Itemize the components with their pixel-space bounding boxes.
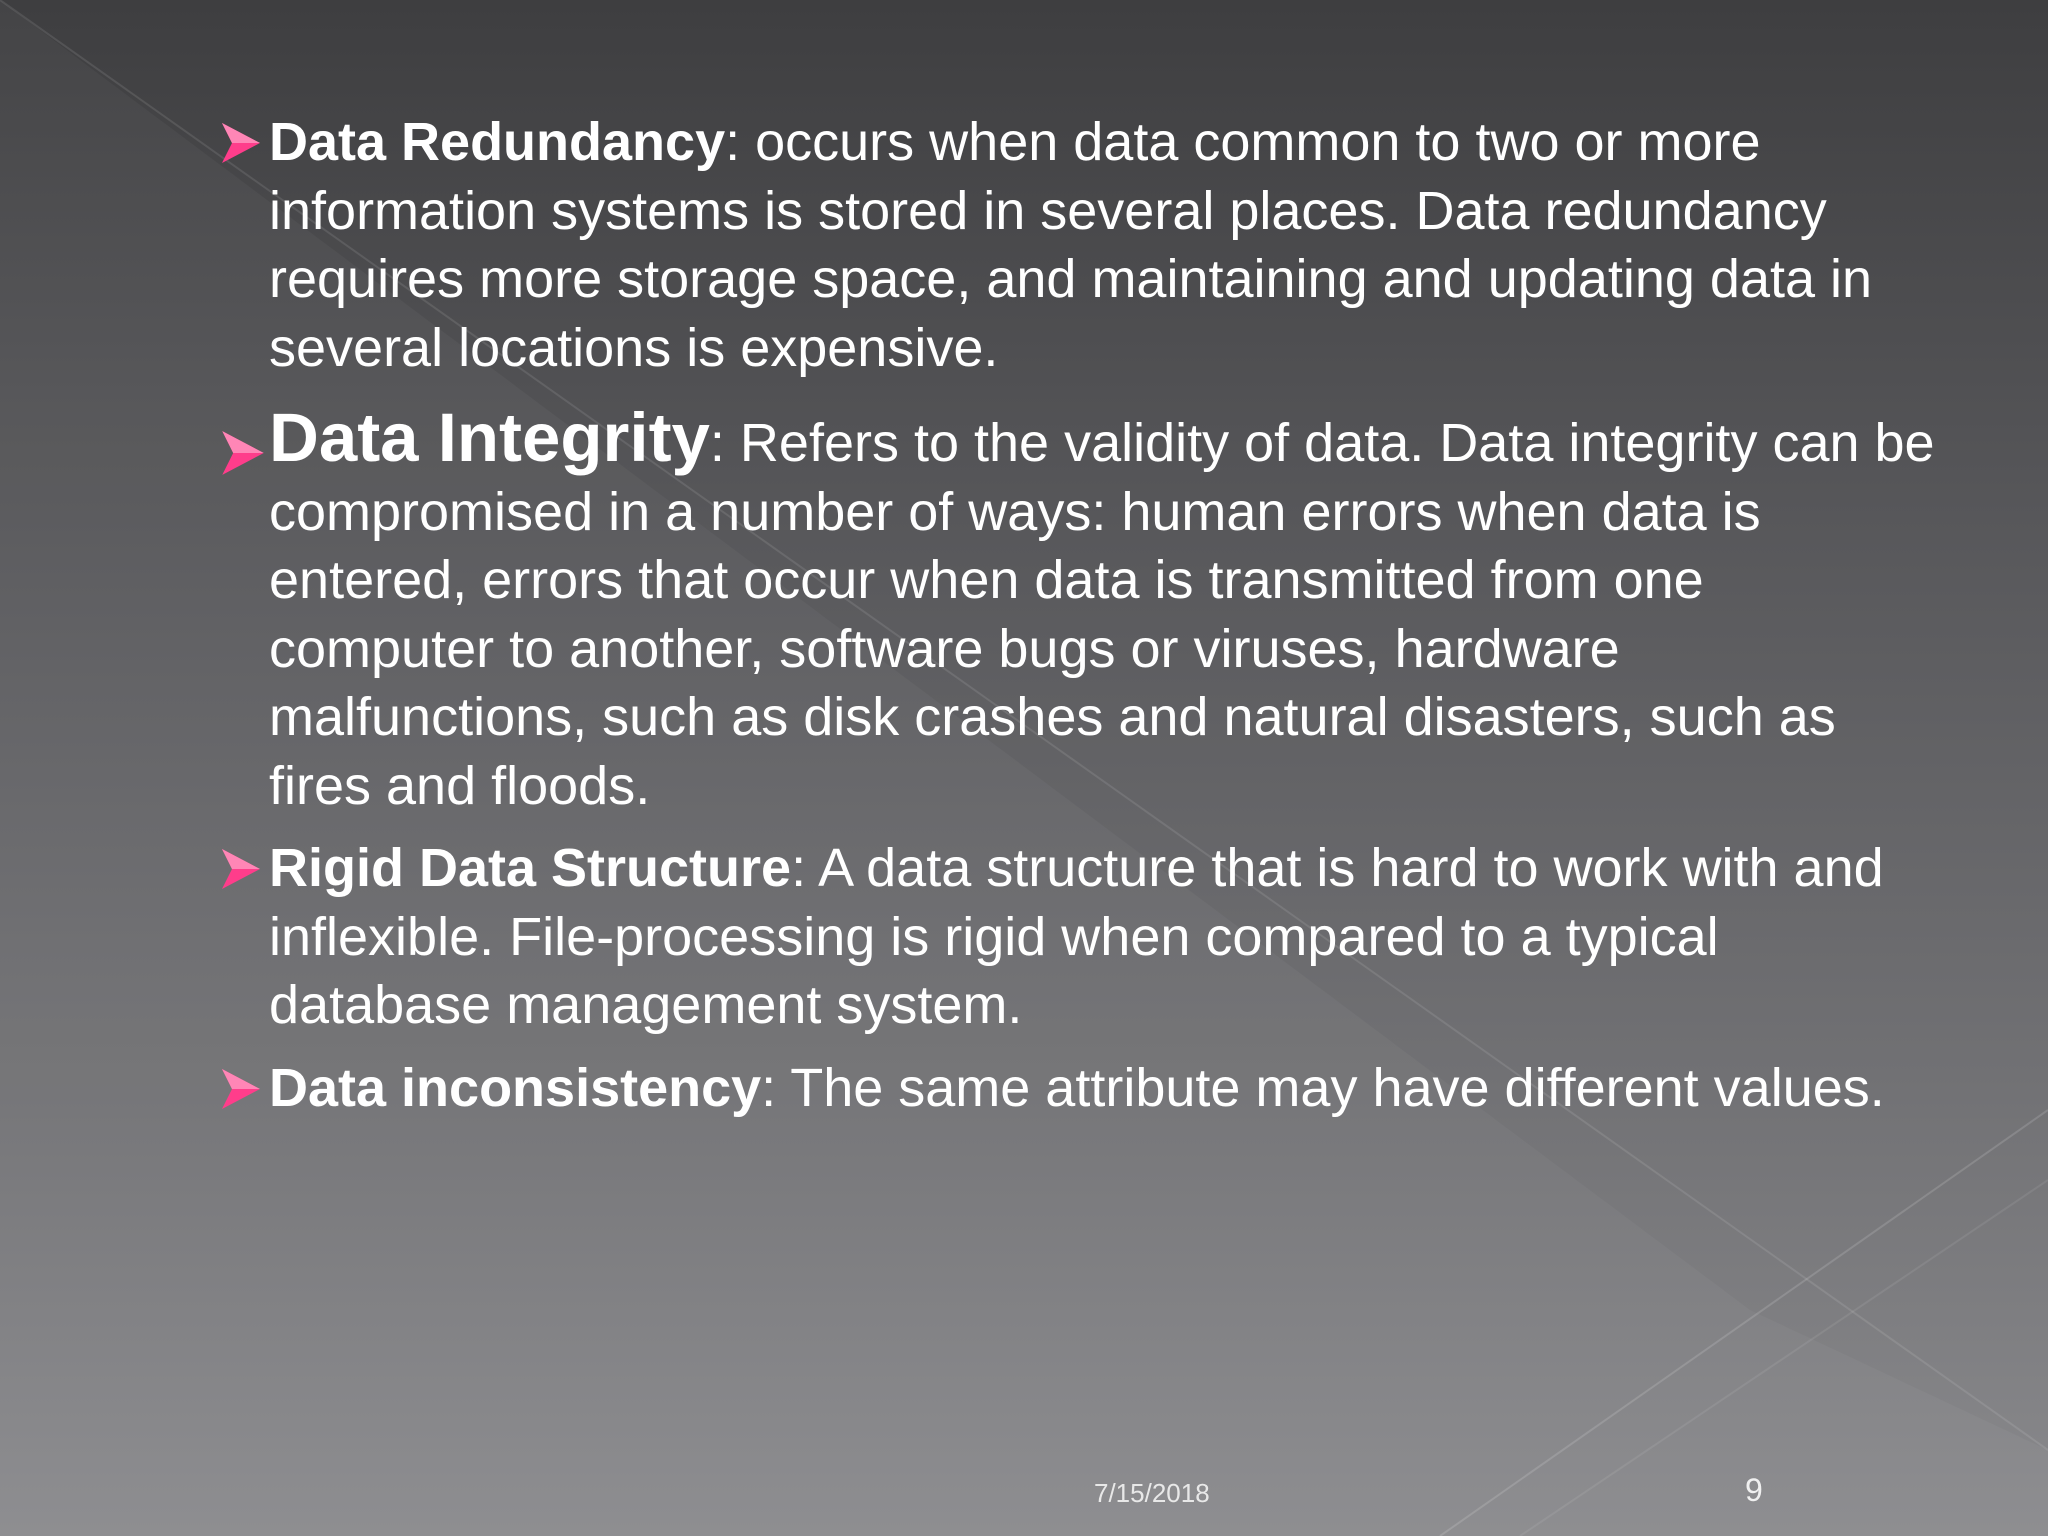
bullet-data-integrity	[220, 399, 1940, 820]
bullet-term: Data Integrity	[269, 399, 710, 476]
bullet-text: : Refers to the validity of data. Data integrity can be compromised in a number of ways: human errors when data is entered, errors that occur when data is transmitted from one computer to another, software bugs or viruses, hardware malfunctions, such as disk crashes and natural disasters, such as fires and floods.	[269, 413, 1935, 816]
arrow-bullet-icon	[220, 847, 262, 891]
bullet-text: : The same attribute may have different values.	[761, 1057, 1885, 1118]
bullet-text: : occurs when data common to two or more information systems is stored in several places. Data redundancy requires more storage space, and maintaining and updating data in several locations is expensive.	[269, 112, 1873, 378]
bullet-data-redundancy	[220, 108, 1940, 382]
bullet-term: Rigid Data Structure	[269, 838, 792, 898]
bullet-text: : A data structure that is hard to work with and inflexible. File-processing is rigid when compared to a typical database management system.	[269, 838, 1884, 1035]
bullet-data-inconsistency	[220, 1054, 1940, 1123]
arrow-bullet-icon	[220, 1067, 262, 1111]
arrow-bullet-icon	[220, 121, 262, 165]
footer-date: 7/15/2018	[1094, 1478, 1210, 1508]
arrow-bullet-icon	[220, 429, 266, 477]
bullet-term: Data inconsistency	[269, 1057, 762, 1118]
bullet-term: Data Redundancy	[269, 112, 726, 172]
page-number: 9	[1745, 1472, 1763, 1508]
bullet-rigid-data-structure	[220, 834, 1940, 1040]
bullet-list	[220, 108, 1940, 1122]
